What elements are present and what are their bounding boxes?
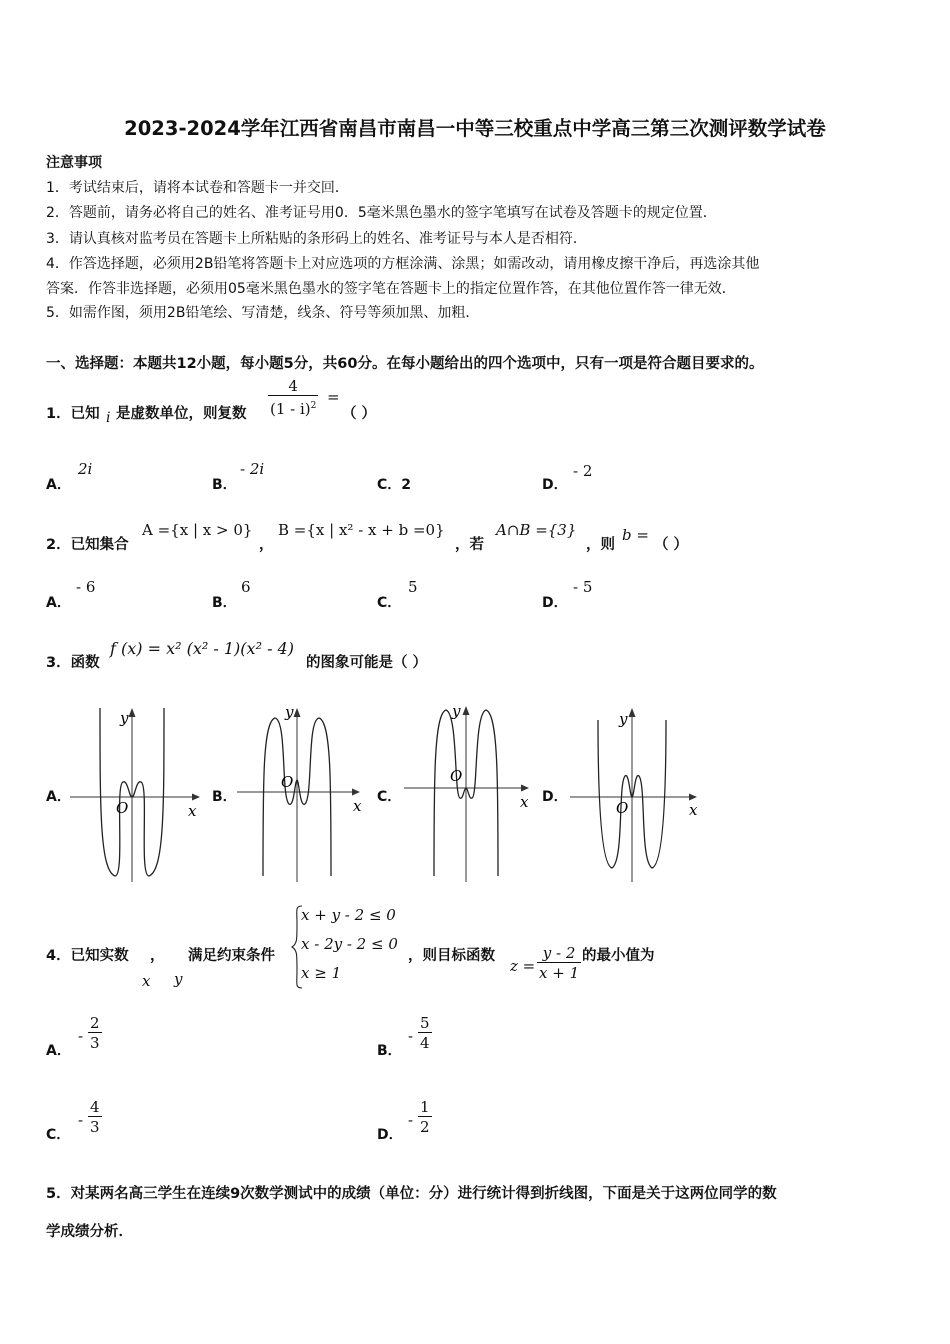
notice-item: 3．请认真核对监考员在答题卡上所粘贴的条形码上的姓名、准考证号与本人是否相符． (46, 231, 587, 247)
q4-condition-lead: 满足约束条件 (188, 948, 275, 964)
q4-prefix: 4．已知实数 (46, 948, 129, 964)
q1-option-a-value: 2i (78, 460, 93, 478)
q4-constraint-2: x - 2y - 2 ≤ 0 (301, 935, 398, 953)
graph-b-origin-label: O (281, 773, 294, 791)
q4-option-b-fraction (418, 1014, 432, 1053)
notice-item: 4．作答选择题，必须用2B铅笔将答题卡上对应选项的方框涂满、涂黑；如需改动，请用橡皮擦干净后，再选涂其他 (46, 256, 760, 272)
q1-mid: 是虚数单位，则复数 (116, 406, 247, 422)
q1-option-b-value: - 2i (240, 460, 265, 478)
q4-option-b-sign: - (408, 1027, 414, 1045)
q4-option-a-num: 2 (90, 1014, 100, 1032)
q2-prefix: 2．已知集合 (46, 537, 129, 553)
q1-option-d-value: - 2 (573, 462, 593, 480)
q4-option-d-den: 2 (420, 1118, 430, 1136)
notice-item: 2．答题前，请务必将自己的姓名、准考证号用0．5毫米黑色墨水的签字笔填写在试卷及答题卡的规定位置． (46, 205, 717, 221)
graph-c-y-label: y (452, 702, 461, 720)
q1-var-i: i (106, 410, 111, 426)
graph-c-x-label: x (520, 793, 529, 811)
q4-target-fraction (537, 944, 581, 983)
q4-option-a-den: 3 (90, 1034, 100, 1052)
graph-d-x-label: x (689, 801, 698, 819)
q2-comma: ， (259, 537, 274, 553)
notice-item: 1．考试结束后，请将本试卷和答题卡一并交回． (46, 180, 349, 196)
graph-b-y-label: y (285, 703, 294, 721)
q1-option-b-label: B． (212, 477, 237, 493)
section-heading: 一、选择题：本题共12小题，每小题5分，共60分。在每小题给出的四个选项中，只有一项是符合题目要求的。 (46, 356, 764, 372)
graph-a-origin-label: O (116, 799, 129, 817)
q4-var-y: y (174, 970, 183, 988)
graph-d-origin-label: O (616, 799, 629, 817)
notice-heading: 注意事项 (46, 155, 102, 171)
q4-z-num: y - 2 (542, 944, 576, 962)
q4-option-d-label: D． (377, 1127, 403, 1143)
q4-option-d-sign: - (408, 1111, 414, 1129)
q3-option-a-label: A． (46, 789, 71, 805)
graph-d-y-label: y (619, 710, 628, 728)
q1-prefix: 1．已知 (46, 406, 100, 422)
q3-option-d-label: D． (542, 789, 568, 805)
q3-graph-b (237, 700, 367, 882)
q1-option-d-label: D． (542, 477, 568, 493)
exam-title: 2023-2024学年江西省南昌市南昌一中等三校重点中学高三第三次测评数学试卷 (124, 117, 826, 140)
q1-den-sup: 2 (310, 401, 317, 411)
q4-var-x: x (142, 972, 151, 990)
graph-a-y-label: y (120, 709, 129, 727)
q1-eq: = (327, 388, 340, 406)
q4-option-b-num: 5 (420, 1014, 430, 1032)
q4-option-c-num: 4 (90, 1098, 100, 1116)
q3-graph-d (570, 700, 705, 882)
q2-if: ，若 (455, 537, 484, 553)
q2-option-a-label: A． (46, 595, 71, 611)
q2-option-b-label: B． (212, 595, 237, 611)
q3-option-b-label: B． (212, 789, 237, 805)
q4-option-a-fraction (88, 1014, 102, 1053)
q4-target-lead: ，则目标函数 (408, 948, 495, 964)
q2-set-b: B ={x | x² - x + b =0} (278, 521, 445, 539)
q3-option-c-label: C． (377, 789, 402, 805)
graph-b-x-label: x (353, 797, 362, 815)
q2-blank: （ ） (654, 537, 689, 553)
q1-option-c-label: C．2 (377, 477, 412, 493)
q2-option-c-label: C． (377, 595, 402, 611)
q4-suffix: 的最小值为 (582, 948, 655, 964)
q1-blank: （ ） (342, 406, 377, 422)
q2-option-d-label: D． (542, 595, 568, 611)
q1-den-text: (1 - i) (270, 400, 311, 418)
notice-item: 答案．作答非选择题，必须用05毫米黑色墨水的签字笔在答题卡上的指定位置作答，在其他位置作答一律无效． (46, 281, 736, 297)
q4-option-a-label: A． (46, 1043, 71, 1059)
q4-option-a-sign: - (78, 1027, 84, 1045)
q1-fraction (268, 377, 318, 419)
q4-option-c-fraction (88, 1098, 102, 1137)
q4-option-c-label: C． (46, 1127, 71, 1143)
q4-option-b-label: B． (377, 1043, 402, 1059)
q2-option-a-value: - 6 (76, 578, 96, 596)
q3-function: f (x) = x² (x² - 1)(x² - 4) (110, 639, 294, 658)
q4-z-den: x + 1 (539, 964, 580, 982)
q2-var-b: b = (622, 526, 649, 544)
q2-condition: A∩B ={3} (496, 521, 577, 539)
q4-option-d-num: 1 (420, 1098, 430, 1116)
q4-z: z = (510, 957, 536, 975)
q3-graph-a (70, 700, 210, 882)
q5-line-2: 学成绩分析． (46, 1224, 133, 1240)
q2-option-c-value: 5 (408, 578, 418, 596)
q3-suffix: 的图象可能是（ ） (306, 655, 428, 671)
q2-option-b-value: 6 (241, 578, 251, 596)
q3-prefix: 3．函数 (46, 655, 100, 671)
q1-frac-den (268, 395, 318, 419)
q4-constraint-3: x ≥ 1 (301, 964, 342, 982)
q4-option-d-fraction (418, 1098, 432, 1137)
q4-option-b-den: 4 (420, 1034, 430, 1052)
notice-item: 5．如需作图，须用2B铅笔绘、写清楚，线条、符号等须加黑、加粗． (46, 305, 480, 321)
q3-graph-c (404, 700, 534, 882)
q4-option-c-den: 3 (90, 1118, 100, 1136)
q2-then: ，则 (586, 537, 615, 553)
q5-line-1: 5．对某两名高三学生在连续9次数学测试中的成绩（单位：分）进行统计得到折线图，下面是关于这两位同学的数 (46, 1186, 777, 1202)
graph-c-origin-label: O (450, 767, 463, 785)
q1-frac-num: 4 (288, 377, 298, 395)
q1-option-a-label: A． (46, 477, 71, 493)
q4-sep: ， (150, 948, 165, 964)
q2-set-a: A ={x | x > 0} (142, 521, 253, 539)
graph-a-x-label: x (188, 802, 197, 820)
q4-option-c-sign: - (78, 1111, 84, 1129)
q2-option-d-value: - 5 (573, 578, 593, 596)
q4-constraint-1: x + y - 2 ≤ 0 (301, 906, 396, 924)
